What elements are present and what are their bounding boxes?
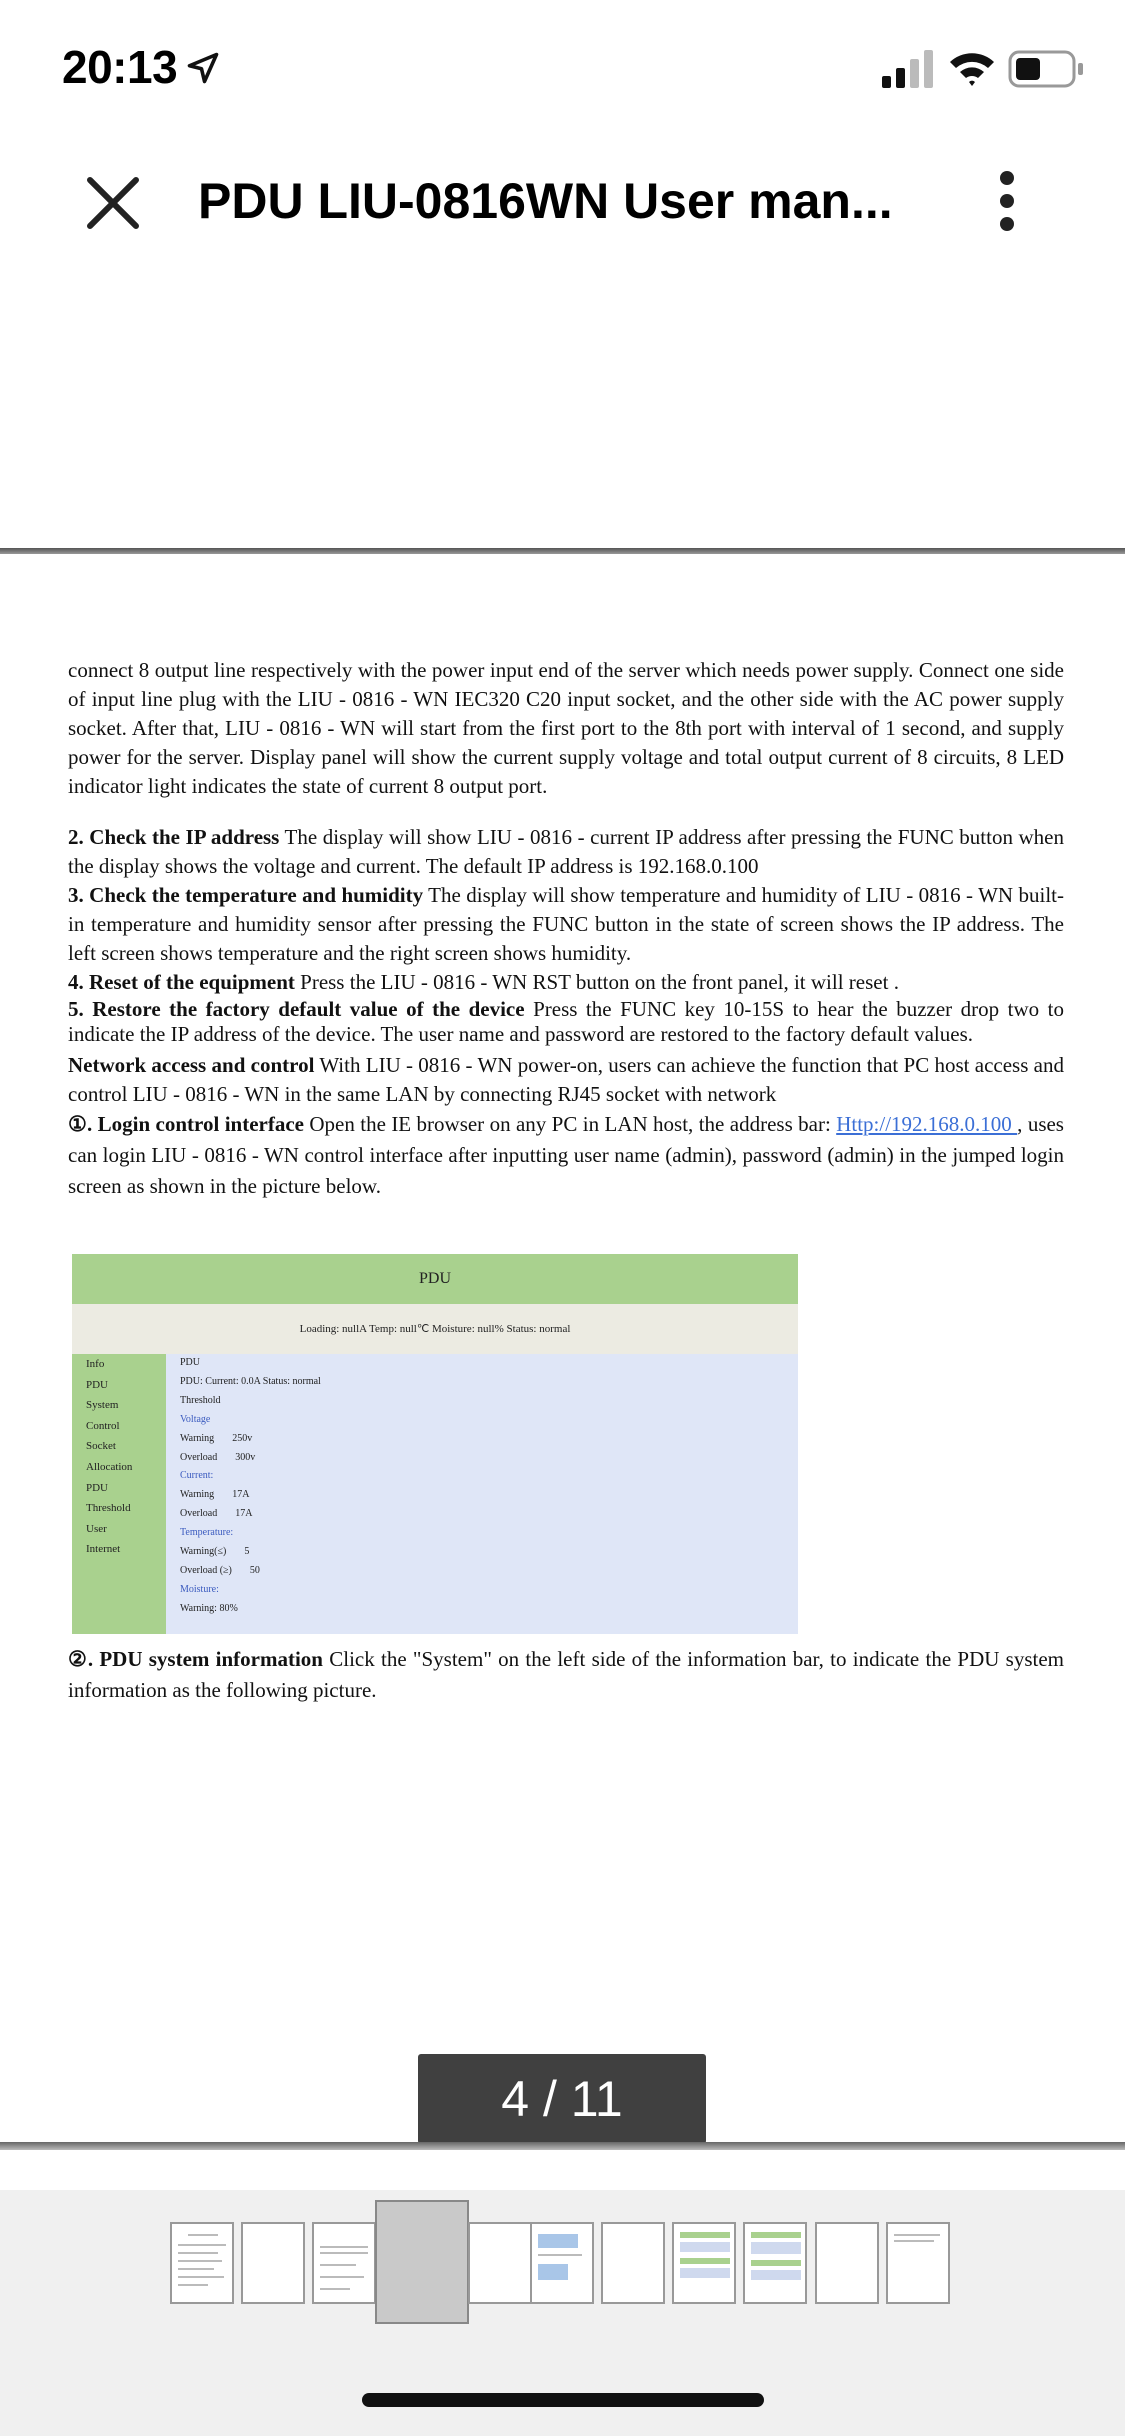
heading-system-info: ②. PDU system information [68,1647,323,1671]
more-options-icon[interactable] [992,168,1022,234]
pdu-sidebar [72,1354,166,1634]
page-indicator: 4 / 11 [418,2054,706,2144]
page-edge-top [0,548,1125,554]
pdu-sidebar-item: Control [86,1419,120,1432]
page-thumbnail-10[interactable] [815,2222,879,2304]
paragraph-temp-humidity: 3. Check the temperature and humidity The display will show temperature and humidity of LIU - 0816 - WN built-in temperature and humidity sensor after pressing the FUNC button in the state of screen shows the IP address. The left screen shows temperature and the right screen shows humidity. [68,883,1064,965]
pdu-sidebar-item: PDU [86,1481,109,1494]
paragraph-check-ip: 2. Check the IP address The display will show LIU - 0816 - current IP address after pressing the FUNC button when the display shows the voltage and current. The default IP address is 192.168.0.100 [68,825,1064,878]
page-thumbnail-8[interactable] [672,2222,736,2304]
pdu-current-line: PDU: Current: 0.0A Status: normal [180,1375,321,1387]
page-thumbnail-7[interactable] [601,2222,665,2304]
pdu-sidebar-item: Allocation [86,1460,133,1473]
page-thumbnail-6[interactable] [530,2222,594,2304]
wifi-icon [948,48,996,88]
heading-temp-humidity: 3. Check the temperature and humidity [68,883,424,907]
pdu-current-overload: Overload 17A [180,1508,253,1520]
pdu-main-title: PDU [180,1357,201,1368]
close-icon[interactable] [82,172,144,234]
pdu-temperature-overload: Overload (≥) 50 [180,1564,260,1576]
status-bar [0,0,1125,140]
pdu-temperature-warning: Warning(≤) 5 [180,1546,250,1558]
paragraph-reset: 4. Reset of the equipment Press the LIU - 0816 - WN RST button on the front panel, it will reset . [68,970,899,994]
heading-check-ip: 2. Check the IP address [68,825,280,849]
location-arrow-icon [185,50,221,86]
page-edge-bottom [0,2142,1125,2150]
document-text-lower [68,1644,1064,1706]
pdu-sidebar-item: User [86,1522,107,1535]
heading-reset: 4. Reset of the equipment [68,970,295,994]
pdu-current-label: Current: [180,1470,214,1482]
heading-network: Network access and control [68,1053,315,1077]
pdu-sidebar-item: Threshold [86,1502,131,1515]
pdu-threshold-label: Threshold [180,1394,221,1406]
pdu-sidebar-item: System [86,1399,119,1412]
pdu-sidebar-item: PDU [86,1378,109,1391]
pdu-current-warning: Warning 17A [180,1489,250,1501]
pdu-voltage-warning: Warning 250v [180,1432,253,1444]
page-thumbnail-4-current[interactable] [375,2200,469,2324]
paragraph-system-info: ②. PDU system information Click the "System" on the left side of the information bar, to indicate the PDU system information as the following picture. [68,1647,1065,1702]
paragraph-network: Network access and control With LIU - 0816 - WN power-on, users can achieve the function that PC host access and control LIU - 0816 - WN in the same LAN by connecting RJ45 socket with network [68,1053,1064,1106]
page-thumbnail-9[interactable] [743,2222,807,2304]
battery-icon [1008,50,1084,88]
heading-factory-default: 5. Restore the factory default value of the device [68,997,525,1021]
page-thumbnail-1[interactable] [170,2222,234,2304]
page-thumbnail-5[interactable] [468,2222,532,2304]
pdu-moisture-warning: Warning: 80% [180,1602,238,1614]
page-thumbnail-3[interactable] [312,2222,376,2304]
paragraph-intro: connect 8 output line respectively with the power input end of the server which needs power supply. Connect one side of input line plug with the LIU - 0816 - WN IEC320 C20 input socket, and the other side with the AC power supply socket. After that, LIU - 0816 - WN will start from the first port to the 8th port with interval of 1 second, and supply power for the server. Display panel will show the current supply voltage and total output current of 8 circuits, 8 LED indicator light indicates the state of current 8 output port. [68,658,1064,798]
pdu-sidebar-item: Info [86,1358,105,1370]
document-text [68,656,1064,1202]
pdu-voltage-label: Voltage [180,1413,211,1425]
pdu-voltage-overload: Overload 300v [180,1451,256,1463]
viewer-header [0,150,1125,250]
page-thumbnail-2[interactable] [241,2222,305,2304]
login-url-link[interactable]: Http://192.168.0.100 [836,1112,1018,1136]
paragraph-login: ①. Login control interface Open the IE browser on any PC in LAN host, the address bar: Http://192.168.0.100 , uses can login LIU - 0816 - WN control interface after inputting user name (admin), password (admin) in the jumped login screen as shown in the picture below. [68,1112,1064,1198]
cellular-signal-icon [880,50,934,88]
pdu-status-line: Loading: nullA Temp: null℃ Moisture: null% Status: normal [72,1304,798,1354]
page-thumbnail-11[interactable] [886,2222,950,2304]
status-time: 20:13 [62,41,178,93]
heading-login: ①. Login control interface [68,1112,304,1136]
paragraph-factory-default: 5. Restore the factory default value of the device Press the FUNC key 10-15S to hear the buzzer drop two to indicate the IP address of the device. The user name and password are restored to the factory default values. [68,997,1064,1046]
pdu-sidebar-item: Internet [86,1543,121,1556]
document-title: PDU LIU-0816WN User man... [198,173,893,229]
pdu-moisture-label: Moisture: [180,1583,219,1595]
pdu-header: PDU [72,1254,798,1304]
pdu-main-panel [166,1354,798,1634]
pdu-sidebar-item: Socket [86,1440,116,1453]
pdu-interface-screenshot [72,1254,798,1634]
home-indicator[interactable] [362,2393,764,2407]
pdu-temperature-label: Temperature: [180,1527,234,1539]
